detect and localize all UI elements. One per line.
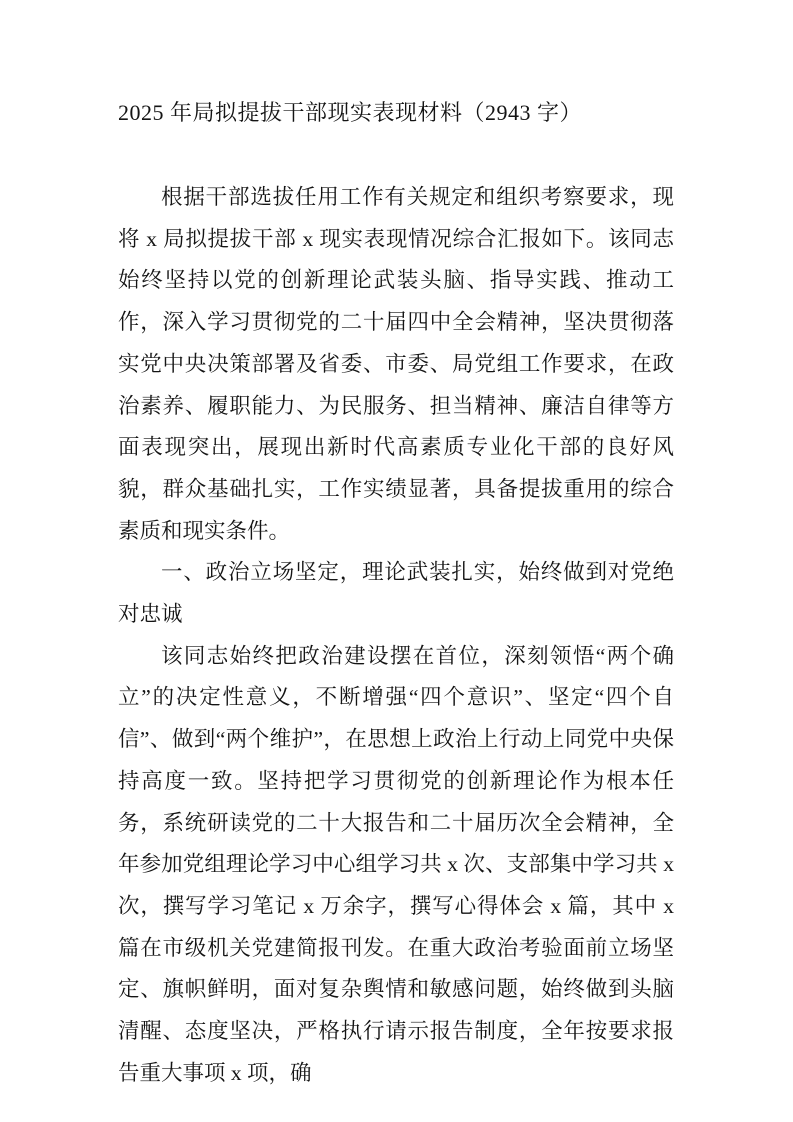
paragraph-section-1: 该同志始终把政治建设摆在首位，深刻领悟“两个确立”的决定性意义，不断增强“四个意识”、坚定“四个自信”、做到“两个维护”，在思想上政治上行动上同党中央保持高度一致。坚持把学习贯彻党的创新理论作为根本任务，系统研读党的二十大报告和二十届历次全会精神，全年参加党组理论学习中心组学习共 x 次、支部集中学习共 x 次，撰写学习笔记 x 万余字，撰写心得体会 x 篇，其中 x 篇在市级机关党建简报刊发。在重大政治考验面前立场坚定、旗帜鲜明，面对复杂舆情和敏感问题，始终做到头脑清醒、态度坚决，严格执行请示报告制度，全年按要求报告重大事项 x 项，确: [118, 643, 674, 1085]
document-title: 2025 年局拟提拔干部现实表现材料（2943 字）: [118, 100, 583, 125]
section-heading-1: 一、政治立场坚定，理论武装扎实，始终做到对党绝对忠诚: [118, 560, 674, 627]
paragraph-intro: 根据干部选拔任用工作有关规定和组织考察要求，现将 x 局拟提拔干部 x 现实表现情况综合汇报如下。该同志始终坚持以党的创新理论武装头脑、指导实践、推动工作，深入学习贯彻党的二十届四中全会精神，坚决贯彻落实党中央决策部署及省委、市委、局党组工作要求，在政治素养、履职能力、为民服务、担当精神、廉洁自律等方面表现突出，展现出新时代高素质专业化干部的良好风貌，群众基础扎实，工作实绩显著，具备提拔重用的综合素质和现实条件。: [118, 185, 674, 543]
document-body: [118, 177, 674, 1094]
